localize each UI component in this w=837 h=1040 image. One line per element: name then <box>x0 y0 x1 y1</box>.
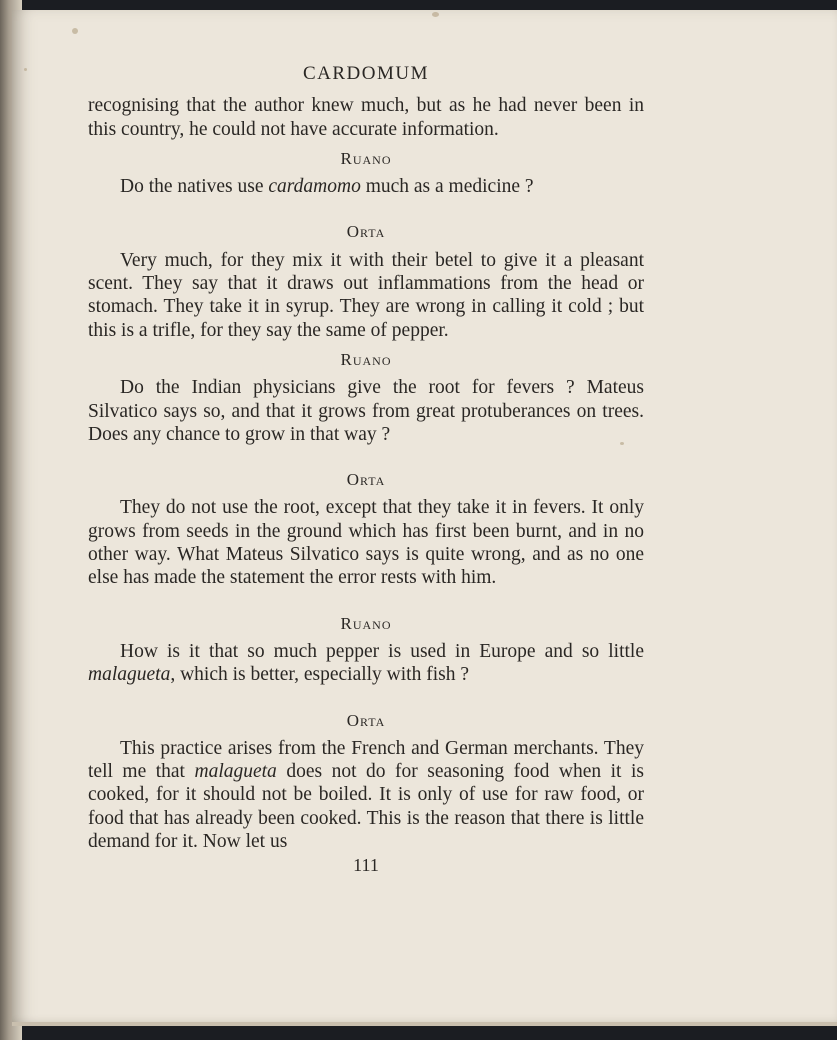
speaker-ruano: Ruano <box>340 349 392 369</box>
paragraph: Do the natives use cardamomo much as a medicine ? <box>120 176 534 198</box>
paragraph: They do not use the root, except that they take it in fevers. It only grows from seeds in the ground which has first been burnt, and in no other way. What Mateus Silvatico says is quite wrong, and as no one else has made the statement the error rests with him. <box>88 497 644 589</box>
paper-speck <box>72 28 78 34</box>
speaker-orta: Orta <box>346 222 386 242</box>
italic-term: cardamomo <box>268 176 361 198</box>
paragraph: How is it that so much pepper is used in Europe and so little malagueta, which is better, especially with fish ? <box>88 640 644 686</box>
speaker-orta: Orta <box>346 710 386 730</box>
page-sheet <box>12 10 837 1026</box>
speaker-orta: Orta <box>346 470 386 490</box>
paragraph: Do the Indian physicians give the root for fevers ? Mateus Silvatico says so, and that it grows from great protuberances on trees. Does any chance to grow in that way ? <box>88 377 644 445</box>
paper-speck <box>432 12 439 17</box>
speaker-ruano: Ruano <box>340 613 392 633</box>
italic-term: malagueta <box>194 761 277 783</box>
paragraph: Very much, for they mix it with their betel to give it a pleasant scent. They say that it draws out inflammations from the head or stomach. They take it in syrup. They are wrong in calling it cold ; but this is a trifle, for they say the same of pepper. <box>88 249 644 341</box>
italic-term: malagueta <box>88 664 171 686</box>
page-number: 111 <box>353 855 379 876</box>
speaker-ruano: Ruano <box>340 148 392 168</box>
paragraph: This practice arises from the French and German merchants. They tell me that malagueta does not do for seasoning food when it is cooked, for it should not be boiled. It is only of use for raw food, or food that has already been cooked. This is the reason that there is little demand for it. Now let us <box>88 737 644 853</box>
paragraph-continued: recognising that the author knew much, but as he had never been in this country, he could not have accurate information. <box>88 95 644 140</box>
paper-speck <box>24 68 27 71</box>
page-edge <box>12 1022 837 1026</box>
page-text <box>88 62 644 878</box>
running-head: CARDOMUM <box>302 63 430 84</box>
